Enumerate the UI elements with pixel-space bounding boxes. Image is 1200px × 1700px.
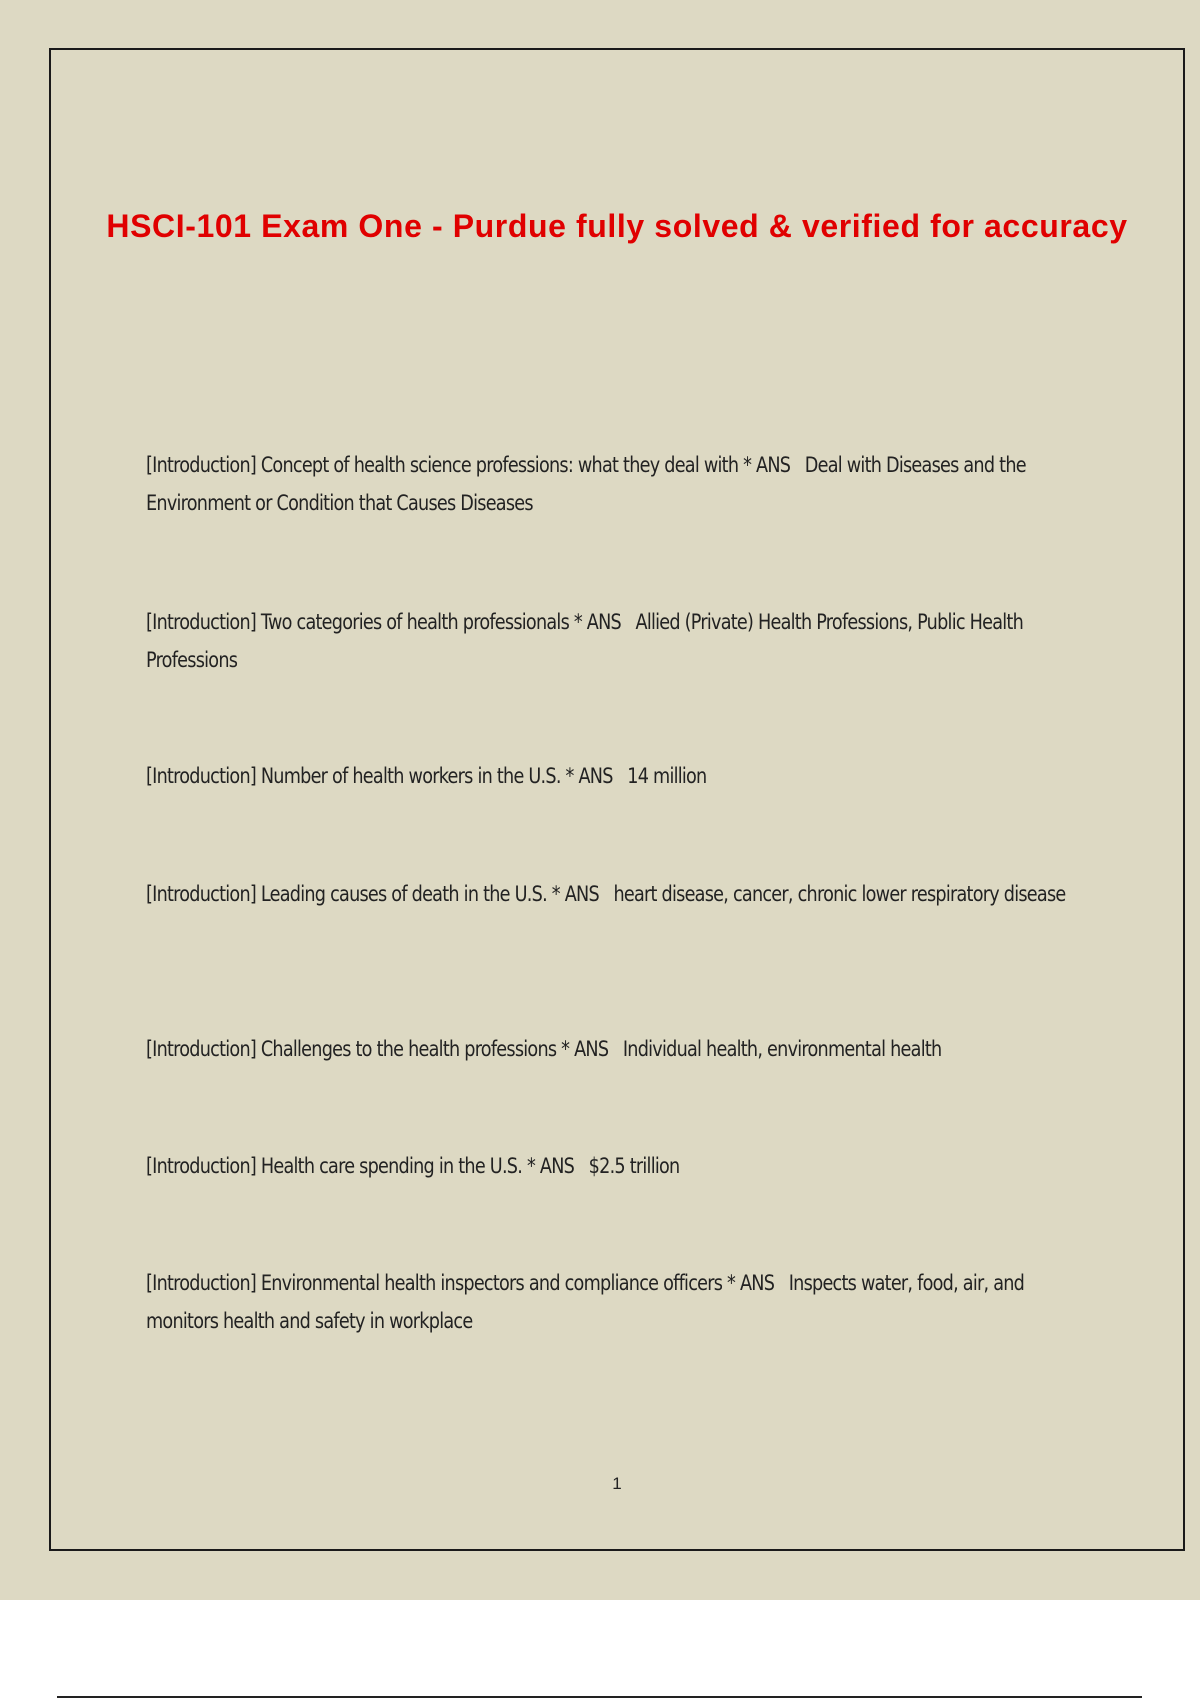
- question-text: [Introduction] Leading causes of death in the U.S.: [146, 882, 547, 906]
- question-text: [Introduction] Concept of health science professions: what they deal with: [146, 453, 739, 477]
- question-text: [Introduction] Health care spending in the U.S.: [146, 1154, 523, 1178]
- answer-marker: * ANS: [551, 882, 599, 906]
- question-text: [Introduction] Two categories of health professionals: [146, 610, 570, 634]
- answer-text: Allied (Private) Health Professions, Public Health Professions: [146, 610, 1024, 672]
- document-title: HSCI-101 Exam One - Purdue fully solved & verified for accuracy: [106, 208, 1128, 244]
- answer-text: Inspects water, food, air, and monitors health and safety in workplace: [146, 1271, 1025, 1333]
- question-text: [Introduction] Number of health workers in the U.S.: [146, 764, 561, 788]
- answer-marker: * ANS: [573, 610, 621, 634]
- qa-item: [146, 875, 1078, 913]
- answer-marker: * ANS: [727, 1271, 775, 1295]
- footer-divider: [57, 1696, 1142, 1698]
- answer-marker: * ANS: [561, 1037, 609, 1061]
- qa-item: [146, 446, 1078, 522]
- answer-marker: * ANS: [565, 764, 613, 788]
- answer-text: Deal with Diseases and the Environment or Condition that Causes Diseases: [146, 453, 1026, 515]
- answer-marker: * ANS: [743, 453, 791, 477]
- answer-text: heart disease, cancer, chronic lower respiratory disease: [613, 882, 1066, 906]
- answer-marker: * ANS: [526, 1154, 575, 1178]
- question-text: [Introduction] Environmental health inspectors and compliance officers: [146, 1271, 723, 1295]
- qa-item: [146, 603, 1078, 679]
- answer-text: $2.5 trillion: [588, 1154, 680, 1178]
- answer-text: Individual health, environmental health: [622, 1037, 942, 1061]
- qa-item: [146, 1147, 1078, 1185]
- page-number: 1: [612, 1474, 622, 1493]
- qa-item: [146, 1264, 1078, 1340]
- qa-item: [146, 757, 1078, 795]
- qa-item: [146, 1030, 1078, 1068]
- answer-text: 14 million: [627, 764, 707, 788]
- question-text: [Introduction] Challenges to the health professions: [146, 1037, 557, 1061]
